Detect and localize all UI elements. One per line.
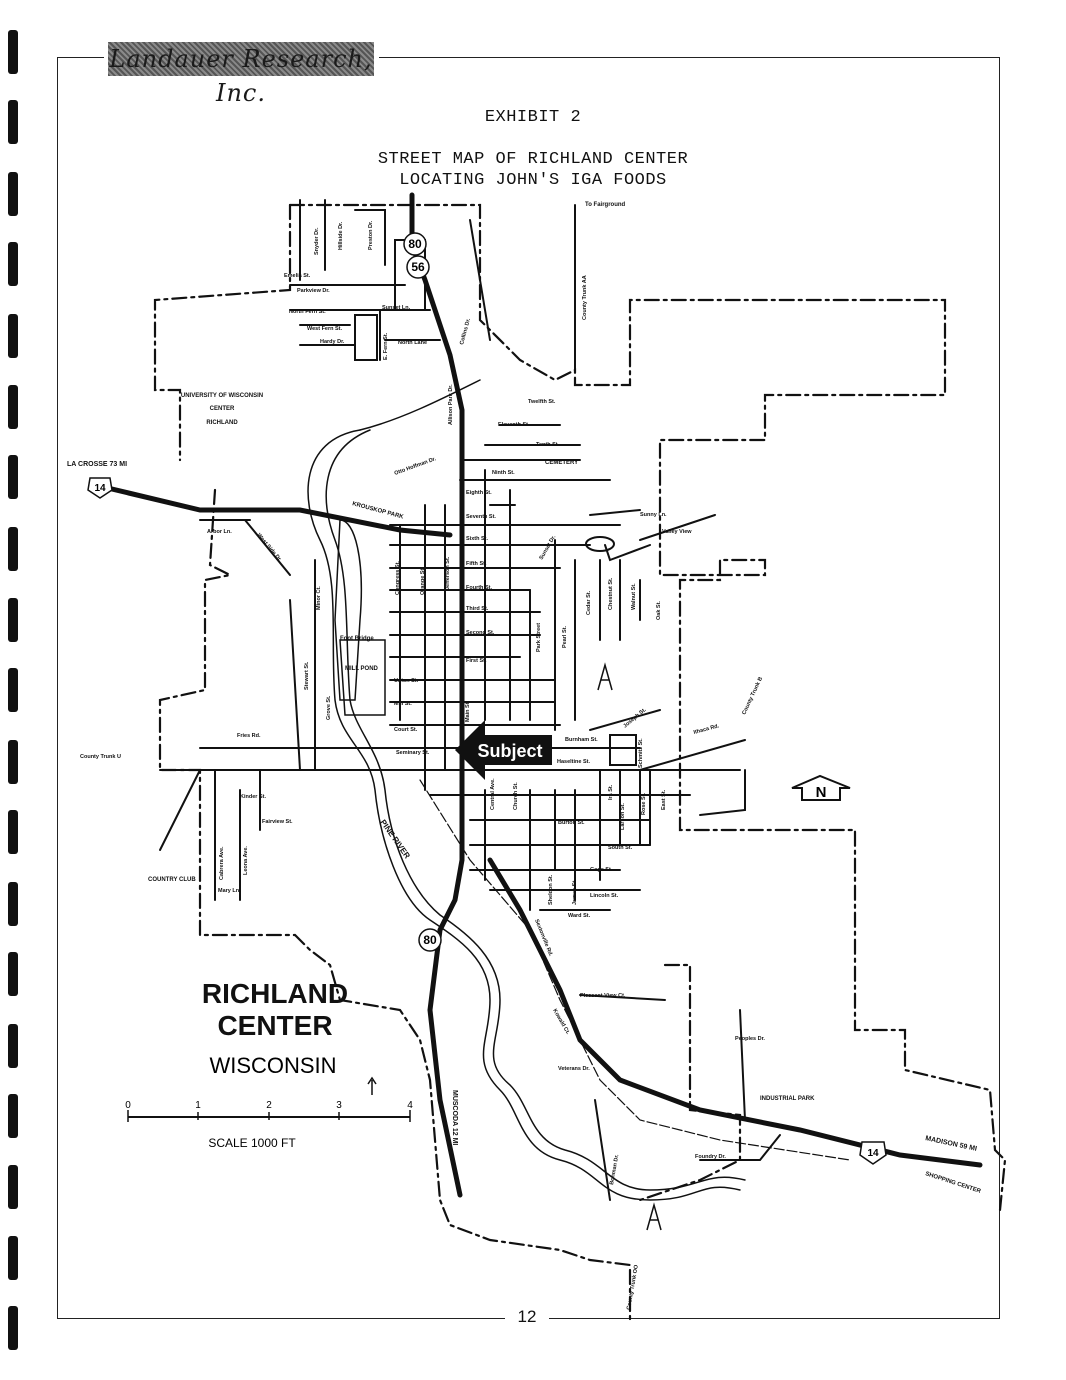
street-label: Stewart St. [304,661,310,690]
scale-tick-label: 4 [407,1100,413,1111]
street-label: County Trunk U [80,754,121,760]
scale-tick-label: 0 [125,1100,131,1111]
street-label: Walnut St. [631,583,637,610]
scale-tick-label: 1 [195,1100,201,1111]
place-label: Foot Bridge [340,636,374,642]
street-label: Oak St. [656,601,662,620]
street-label: Ward St. [568,913,591,919]
city-name-line1: RICHLAND [201,978,349,1009]
street-label: Cedar St. [586,590,592,615]
street-label: Eleventh St. [498,422,530,428]
exhibit-label: EXHIBIT 2 [484,108,582,127]
scale-tick-label: 3 [336,1100,342,1111]
street-label: Pearl St. [562,625,568,648]
street-label: Minor Ct. [316,586,322,610]
street-label: Sextonville Rd. [533,918,554,958]
street-label: Foundry Dr. [695,1154,726,1160]
company-logo: Landauer Research, Inc. [108,42,374,76]
north-label: N [815,784,827,801]
street-label: Hardy Dr. [320,339,345,345]
street-label: West Side Dr. [255,532,283,564]
street-label: Burnham St. [565,737,598,743]
scale-north-arrow-icon [368,1078,376,1095]
street-label: Arbor Ln. [207,529,232,535]
street-label: Orange St. [420,567,426,595]
highways [95,195,980,1195]
street-label: Ninth St. [492,470,515,476]
street-label: Parkview Dr. [297,288,330,294]
scale-label: SCALE 1000 FT [208,1136,296,1150]
street-label: Court St. [394,727,418,733]
place-label: LA CROSSE 73 MI [67,461,128,468]
street-label: Larson St. [620,803,626,830]
scale-bar [125,1078,413,1150]
street-label: Central Ave. [490,778,496,810]
street-label: James St. [572,879,578,905]
place-label: MADISON 59 MI [924,1135,978,1153]
street-label: Tenth St. [536,442,560,448]
street-label: Burton St. [558,820,585,826]
street-label: Fourth St. [466,585,492,591]
place-label: To Fairground [585,202,626,208]
street-label: Third St. [466,606,489,612]
place-label: RICHLAND [206,420,238,426]
street-label: Rose St. [641,792,647,815]
scale-tick-label: 2 [266,1100,272,1111]
street-label: Leona Ave. [243,846,249,875]
street-label: Sunset Ln. [382,305,411,311]
street-label: Sixth St. [466,536,489,542]
place-label: INDUSTRIAL PARK [760,1096,815,1102]
street-label: Hillside Dr. [338,221,344,250]
street-label: North Lane [398,340,428,346]
street-label: Valley View [662,529,692,535]
street-label: Sunny Ln. [640,512,667,518]
street-label: Kinder St. [240,794,266,800]
street-label: Union St. [394,678,419,684]
street-label: Park Street [536,622,542,652]
street-label: Bohman Dr. [609,1153,621,1186]
street-label: Emelia St. [284,273,311,279]
map-title-line2: LOCATING JOHN'S IGA FOODS [399,171,667,190]
street-label: Collins Dr. [459,317,472,346]
page-number: 12 [505,1305,549,1329]
street-label: Seminary St. [396,750,430,756]
street-label: Seventh St. [466,514,496,520]
street-label: Lincoln St. [590,893,619,899]
street-label: County Trunk OO [626,1264,640,1311]
place-label: PINE RIVER [378,817,412,861]
street-label: Grove St. [326,695,332,720]
route-shield-label: 14 [94,483,106,494]
street-label: Congress St. [395,561,401,595]
north-arrow [792,776,850,801]
route-shield-label: 80 [423,933,437,947]
place-label: UNIVERSITY OF WISCONSIN [180,393,264,399]
place-label: SHOPPING CENTER [924,1171,982,1195]
state-name: WISCONSIN [209,1053,337,1078]
tower-icon [598,665,612,690]
street-label: County Trunk AA [582,275,588,320]
city-name-line2: CENTER [217,1010,333,1041]
street-label: Ira St. [608,784,614,800]
street-label: West Fern St. [307,326,343,332]
subject-label: Subject [477,741,543,761]
street-label: Second St. [466,630,495,636]
street-label: Mill St. [394,701,412,707]
street-label: Kowald Ct. [551,1008,571,1036]
street-label: First St. [466,658,487,664]
street-label: Joseph St. [622,707,648,730]
street-label: East St. [661,789,667,810]
street-label: Ithaca Rd. [692,723,720,736]
street-label: County Trunk B [741,676,765,716]
place-label: COUNTRY CLUB [148,877,196,883]
route-shield-label: 56 [411,260,425,274]
street-label: Fries Rd. [237,733,261,739]
street-label: Mary Ln. [218,888,241,894]
street-label: E. Fern St. [383,332,389,360]
street-label: Pleasant View Ct. [580,993,626,999]
street-label: Chestnut St. [608,577,614,610]
street-label: Peoples Dr. [735,1036,765,1042]
street-label: Veterans Dr. [558,1066,590,1072]
street-label: Cabrera Ave. [219,846,225,880]
route-shield-label: 80 [408,237,422,251]
place-label: MILL POND [345,666,378,672]
street-label: Schmitz St. [638,738,644,768]
street-label: Sunset Dr. [538,534,558,561]
street-label: Allison Park Dr. [448,384,454,425]
route-shield-label: 14 [867,1148,879,1159]
street-label: Gage St. [590,867,613,873]
place-label: CENTER [209,406,235,412]
tower-icon [647,1205,661,1230]
street-label: Otto Hoffman Dr. [393,456,438,477]
street-label: Jefferson St. [445,556,451,590]
place-label: CEMETERY [545,460,579,466]
place-label: KROUSKOP PARK [351,501,405,521]
street-label: Fifth St. [466,561,487,567]
street-label: Fairview St. [262,819,293,825]
street-label: Preston Dr. [368,220,374,250]
place-label: MUSCODA 12 MI [451,1090,458,1146]
street-label: Eighth St. [466,490,492,496]
street-label: Haseltine St. [557,759,591,765]
street-label: North Fern St. [289,309,326,315]
street-label: South St. [608,845,633,851]
street-label: Sheldon St. [548,874,554,905]
street-label: Twelfth St. [528,399,556,405]
street-label: Snyder Dr. [314,227,320,255]
map-title-line1: STREET MAP OF RICHLAND CENTER [377,150,689,169]
street-grid [160,200,780,1200]
street-label: Church St. [513,782,519,810]
street-label: Main St. [465,700,471,722]
